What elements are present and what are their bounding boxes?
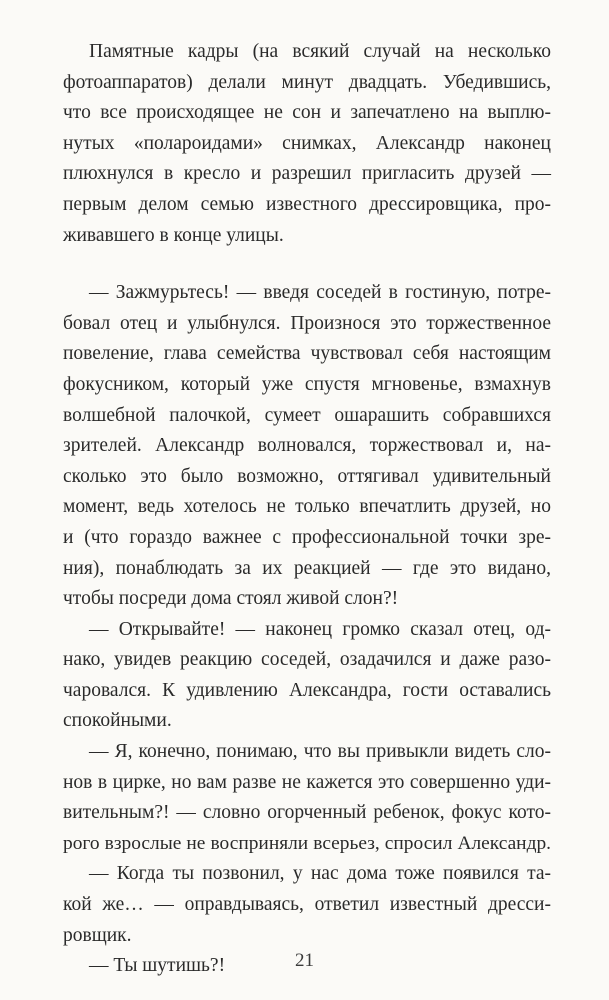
text-line: живавшего в конце улицы. [63, 224, 284, 246]
text-line: рого взрослые не восприняли всерьез, спросил Александр. [63, 832, 551, 854]
page-text [63, 37, 551, 977]
text-line: ровщик. [63, 924, 132, 946]
text-line: и (что гораздо важнее с профессиональной точки зре- [63, 526, 551, 548]
text-line: нутых «полароидами» снимках, Александр наконец [63, 132, 551, 154]
text-line: что все происходящее не сон и запечатлено на выплю- [63, 102, 551, 124]
text-line: волшебной палочкой, сумеет ошарашить собравшихся [63, 404, 551, 426]
text-line: — Зажмурьтесь! — введя соседей в гостиную, потре- [89, 282, 551, 304]
text-line: кой же… — оправдываясь, ответил известный дресси- [63, 894, 551, 916]
paragraph-3 [63, 615, 551, 737]
text-line: вительным?! — словно огорченный ребенок, фокус кото- [63, 802, 551, 824]
text-line: — Когда ты позвонил, у нас дома тоже появился та- [89, 863, 551, 885]
text-line: фокусником, который уже спустя мгновенье, взмахнув [63, 373, 551, 395]
text-line: бовал отец и улыбнулся. Произнося это торжественное [63, 312, 551, 334]
paragraph-1 [63, 37, 551, 251]
text-line: чтобы посреди дома стоял живой слон?! [63, 588, 399, 610]
text-line: нов в цирке, но вам разве не кажется это совершенно уди- [63, 771, 551, 793]
text-line: Памятные кадры (на всякий случай на несколько [89, 41, 551, 62]
text-line: — Я, конечно, понимаю, что вы привыкли видеть сло- [89, 741, 551, 763]
text-line: момент, ведь хотелось не только впечатлить друзей, но [63, 496, 551, 518]
text-line: нако, увидев реакцию соседей, озадачился и даже разо- [63, 649, 551, 671]
text-line: первым делом семью известного дрессировщика, про- [63, 193, 551, 215]
text-line: зрителей. Александр волновался, торжествовал и, на- [63, 435, 551, 457]
text-line: ния), понаблюдать за их реакцией — где это видано, [63, 557, 551, 579]
text-line: сколько это было возможно, оттягивал удивительный [63, 465, 551, 487]
paragraph-4 [63, 737, 551, 859]
paragraph-5 [63, 859, 551, 951]
text-line: — Ты шутишь?! [89, 955, 226, 977]
section-gap [63, 251, 551, 278]
text-line: — Открывайте! — наконец громко сказал отец, од- [89, 618, 551, 640]
text-line: чаровался. К удивлению Александра, гости оставались [63, 679, 551, 701]
text-line: спокойными. [63, 710, 172, 732]
text-line: фотоаппаратов) делали минут двадцать. Убедившись, [63, 71, 551, 93]
text-line: плюхнулся в кресло и разрешил пригласить друзей — [63, 163, 551, 185]
page-number: 21 [295, 950, 314, 971]
paragraph-2 [63, 278, 551, 615]
text-line: повеление, глава семейства чувствовал себя настоящим [63, 343, 551, 365]
